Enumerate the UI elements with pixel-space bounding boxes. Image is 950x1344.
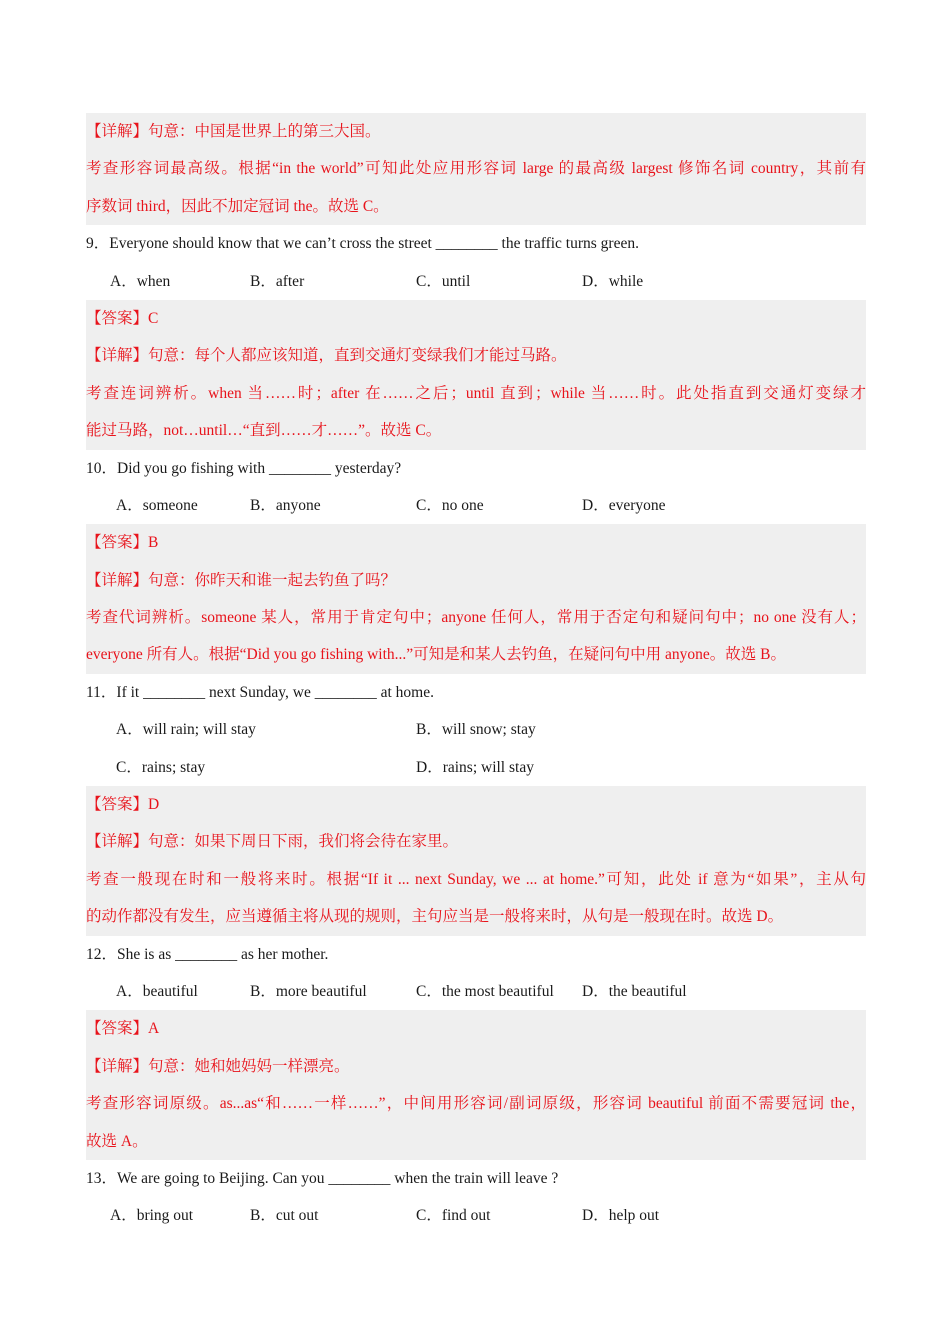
- explanation-line: 的动作都没有发生，应当遵循主将从现的规则，主句应当是一般将来时，从句是一般现在时。故选 D。: [86, 908, 784, 926]
- options-row: [86, 263, 866, 300]
- answer-option: C．rains; stay: [116, 758, 206, 776]
- question-stem: 13．We are going to Beijing. Can you ________ when the train will leave ?: [86, 1169, 559, 1187]
- explanation-line: 能过马路，not…until…“直到……才……”。故选 C。: [86, 422, 442, 440]
- answer-option: B．more beautiful: [250, 982, 367, 1000]
- explanation-line: 考查代词辨析。someone 某人，常用于肯定句中；anyone 任何人，常用于否定句和疑问句中；no one 没有人；: [86, 609, 866, 627]
- explanation-line: 【答案】D: [86, 796, 160, 814]
- answer-option: A．beautiful: [116, 982, 198, 1000]
- explanation-line: 【详解】句意：中国是世界上的第三大国。: [86, 123, 381, 140]
- answer-option: D．while: [582, 272, 644, 290]
- explanation-line: 考查形容词最高级。根据“in the world”可知此处应用形容词 large 的最高级 largest 修饰名词 country，其前有: [86, 160, 866, 178]
- answer-option: C．find out: [416, 1207, 491, 1225]
- answer-option: A．when: [110, 272, 171, 290]
- answer-option: C．until: [416, 272, 471, 290]
- explanation-line: 序数词 third，因此不加定冠词 the。故选 C。: [86, 197, 389, 215]
- answer-option: B．cut out: [250, 1207, 319, 1225]
- explanation-line: 【详解】句意：每个人都应该知道，直到交通灯变绿我们才能过马路。: [86, 347, 567, 365]
- question-stem: 9．Everyone should know that we can’t cross the street ________ the traffic turns green.: [86, 235, 639, 253]
- answer-option: D．the beautiful: [582, 982, 687, 1000]
- answer-option: D．help out: [582, 1207, 660, 1225]
- explanation-line: 【详解】句意：她和她妈妈一样漂亮。: [86, 1057, 350, 1075]
- answer-explanation-box: [86, 113, 866, 225]
- answer-option: A．will rain; will stay: [116, 721, 256, 739]
- answer-explanation-box: [86, 1010, 866, 1160]
- document-page: [86, 113, 866, 1235]
- options-row: [86, 749, 866, 786]
- options-row: [86, 1197, 866, 1234]
- explanation-line: 【详解】句意：如果下周日下雨，我们将会待在家里。: [86, 833, 459, 851]
- answer-option: B．after: [250, 272, 305, 290]
- explanation-line: 【答案】A: [86, 1020, 160, 1038]
- question-stem: 12．She is as ________ as her mother.: [86, 945, 329, 963]
- answer-option: A．bring out: [110, 1207, 194, 1225]
- explanation-line: 考查连词辨析。when 当……时；after 在……之后；until 直到；while 当……时。此处指直到交通灯变绿才: [86, 384, 866, 402]
- answer-explanation-box: [86, 300, 866, 450]
- explanation-line: 故选 A。: [86, 1132, 148, 1150]
- answer-option: A．someone: [116, 496, 198, 514]
- options-row: [86, 973, 866, 1010]
- options-row: [86, 711, 866, 748]
- answer-option: C．no one: [416, 496, 484, 514]
- question-stem: 11．If it ________ next Sunday, we ________ at home.: [86, 683, 434, 701]
- options-row: [86, 487, 866, 524]
- explanation-line: 【答案】B: [86, 534, 159, 552]
- answer-option: B．anyone: [250, 496, 321, 514]
- answer-option: D．rains; will stay: [416, 758, 534, 776]
- explanation-line: everyone 所有人。根据“Did you go fishing with...”可知是和某人去钓鱼，在疑问句中用 anyone。故选 B。: [86, 646, 787, 664]
- explanation-line: 【详解】句意：你昨天和谁一起去钓鱼了吗？: [86, 571, 397, 589]
- explanation-line: 考查一般现在时和一般将来时。根据“If it ... next Sunday, we ... at home.”可知，此处 if 意为“如果”，主从句: [86, 870, 866, 888]
- explanation-line: 考查形容词原级。as...as“和……一样……”，中间用形容词/副词原级，形容词 beautiful 前面不需要冠词 the，: [86, 1095, 866, 1113]
- question-stem: 10．Did you go fishing with ________ yesterday?: [86, 459, 402, 477]
- answer-explanation-box: [86, 786, 866, 936]
- answer-option: B．will snow; stay: [416, 721, 536, 739]
- answer-explanation-box: [86, 524, 866, 674]
- answer-option: C．the most beautiful: [416, 982, 554, 1000]
- explanation-line: 【答案】C: [86, 309, 159, 327]
- answer-option: D．everyone: [582, 496, 666, 514]
